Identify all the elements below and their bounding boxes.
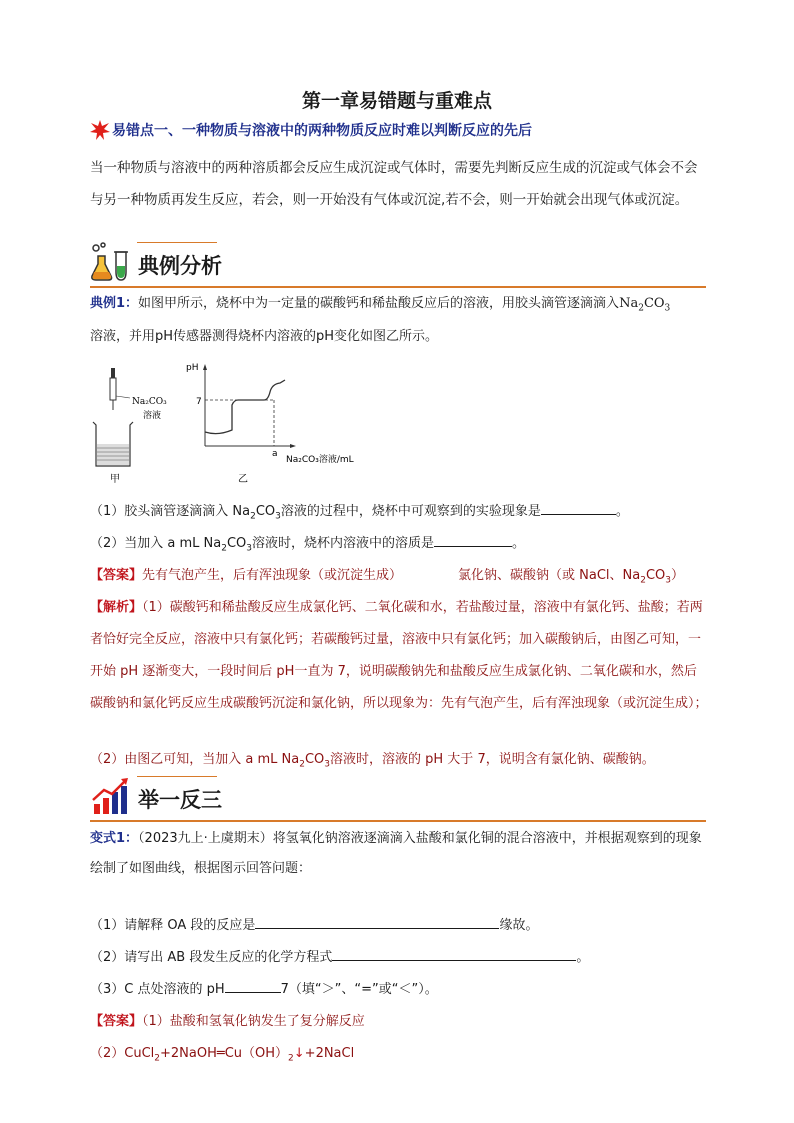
analysis-label: 【解析】 (90, 600, 143, 615)
example-question (90, 290, 706, 351)
analysis-p2b: CO (304, 752, 325, 767)
analysis-p2-sub: 2 (299, 759, 305, 770)
dropper-label-solution: 溶液 (143, 411, 162, 421)
analysis-p2-sub2: 3 (324, 759, 331, 770)
q2-prefix: （2）当加入 a mL Na (90, 536, 222, 551)
q1-end: 。 (615, 504, 629, 519)
figure-caption-right: 乙 (238, 474, 248, 485)
vq1-end: 缘故。 (499, 918, 539, 933)
answer-blank[interactable] (541, 500, 616, 515)
q1-sub2: 3 (275, 511, 281, 522)
q2-end: 。 (512, 536, 526, 551)
red-star-icon (90, 120, 110, 140)
section-header-variants (90, 776, 706, 822)
ph-chart (203, 364, 296, 448)
eq-part-b: +2NaOH═Cu（OH） (160, 1046, 289, 1061)
page-title: 第一章易错题与重难点 (301, 90, 492, 112)
vq2-prefix: （2）请写出 AB 段发生反应的化学方程式 (90, 950, 333, 965)
variant-subquestion-2 (90, 942, 706, 974)
variant-answer-text: （1）盐酸和氢氧化钠发生了复分解反应 (142, 1014, 365, 1029)
answer-blank[interactable] (225, 978, 281, 993)
x-tick-label: a (272, 449, 278, 459)
example-analysis (90, 592, 708, 720)
figure-caption-left: 甲 (110, 474, 120, 485)
answer-text-2: 氯化钠、碳酸钠（或 NaCl、Na (458, 568, 641, 583)
answer-sub2: 3 (665, 575, 672, 586)
analysis-p2a: （2）由图乙可知，当加入 a mL Na (90, 752, 300, 767)
dropper-icon (110, 368, 130, 410)
example-text-b: 溶液，并用pH传感器测得烧杯内溶液的pH变化如图乙所示。 (90, 328, 439, 344)
error-point-label: 易错点一、一种物质与溶液中的两种物质反应时难以判断反应的先后 (112, 123, 532, 139)
vq1-prefix: （1）请解释 OA 段的反应是 (90, 918, 256, 933)
q2-sub2: 3 (246, 543, 253, 554)
y-tick-label: 7 (196, 397, 202, 407)
error-point-heading (90, 120, 532, 140)
answer-label: 【答案】 (90, 1014, 143, 1029)
section-header-examples (90, 242, 706, 288)
variant-text: （2023九上·上虞期末）将氢氧化钠溶液逐滴滴入盐酸和氯化铜的混合溶液中，并根据观察到的现象绘制了如图曲线，根据图示回答问题： (90, 831, 702, 876)
variant-answer-equation (90, 1038, 706, 1075)
precipitate-arrow: ↓ (293, 1046, 305, 1061)
x-axis-label: Na₂CO₃溶液/mL (286, 455, 354, 465)
answer-blank[interactable] (332, 946, 576, 961)
y-axis-label: pH (186, 363, 199, 373)
analysis-p2c: 溶液时，溶液的 pH 大于 7，说明含有氯化钠、碳酸钠。 (330, 752, 655, 767)
lab-flask-icon (90, 242, 132, 282)
answer-text-1: 先有气泡产生，后有浑浊现象（或沉淀生成） (142, 568, 403, 583)
example-figure (88, 358, 368, 488)
variant-question (90, 824, 706, 884)
answer-text-3: CO (645, 568, 666, 583)
vq2-end: 。 (576, 950, 590, 965)
answer-text-4: ） (671, 568, 685, 583)
eq-sub: 2 (154, 1053, 161, 1064)
intro-paragraph: 当一种物质与溶液中的两种溶质都会反应生成沉淀或气体时，需要先判断反应生成的沉淀或气体会不会与另一种物质再发生反应，若会，则一开始没有气体或沉淀,若不会，则一开始就会出现气体或沉淀。 (90, 160, 698, 208)
q1-sub: 2 (250, 511, 256, 522)
example-chem: Na (619, 296, 639, 311)
answer-sub: 2 (640, 575, 646, 586)
q1-suffix: 溶液的过程中，烧杯中可观察到的实验现象是 (280, 504, 541, 519)
vq3-prefix: （3）C 点处溶液的 pH (90, 982, 225, 997)
example-chem-sub: 2 (638, 303, 644, 314)
q2-sub: 2 (221, 543, 227, 554)
answer-blank[interactable] (255, 914, 499, 929)
answer-blank[interactable] (434, 532, 512, 547)
beaker-icon (93, 422, 133, 466)
section-title-variants: 举一反三 (138, 788, 222, 812)
example-text-a: 如图甲所示，烧杯中为一定量的碳酸钙和稀盐酸反应后的溶液，用胶头滴管逐滴滴入 (138, 296, 620, 311)
example-label: 典例1： (90, 296, 139, 311)
trend-chart-icon (90, 776, 132, 816)
example-chem-rest: CO (643, 296, 665, 311)
eq-sub2: 2 (288, 1053, 294, 1064)
vq3-end: 7（填“＞”、“=”或“＜”）。 (280, 982, 438, 997)
variant-subquestion-1 (90, 910, 706, 942)
q2-suffix: 溶液时，烧杯内溶液中的溶质是 (252, 536, 435, 551)
q1-prefix: （1）胶头滴管逐滴滴入 Na (90, 504, 251, 519)
variant-answer (90, 1006, 706, 1038)
example-chem-sub2: 3 (664, 303, 671, 314)
dropper-label-formula: Na₂CO₃ (132, 397, 167, 407)
variant-label: 变式1： (90, 831, 139, 846)
q1-mid: CO (255, 504, 276, 519)
variant-subquestion-3 (90, 974, 706, 1006)
analysis-paragraph-1: （1）碳酸钙和稀盐酸反应生成氯化钙、二氧化碳和水，若盐酸过量，溶液中有氯化钙、盐酸；若两者恰好完全反应，溶液中只有氯化钙；若碳酸钙过量，溶液中只有氯化钙；加入碳酸钠后，由图乙可知，一开始 pH 逐渐变大，一段时间后 pH一直为 7，说明碳酸钠先和盐酸反应生成氯化钠、二氧化碳和水，然后碳酸钠和氯化钙反应生成碳酸钙沉淀和氯化钠，所以现象为：先有气泡产生，后有浑浊现象（或沉淀生成）； (90, 600, 708, 711)
section-title-examples: 典例分析 (138, 254, 222, 278)
q2-mid: CO (226, 536, 247, 551)
answer-label: 【答案】 (90, 568, 143, 583)
eq-part-a: （2）CuCl (90, 1046, 155, 1061)
eq-part-c: +2NaCl (304, 1046, 355, 1061)
